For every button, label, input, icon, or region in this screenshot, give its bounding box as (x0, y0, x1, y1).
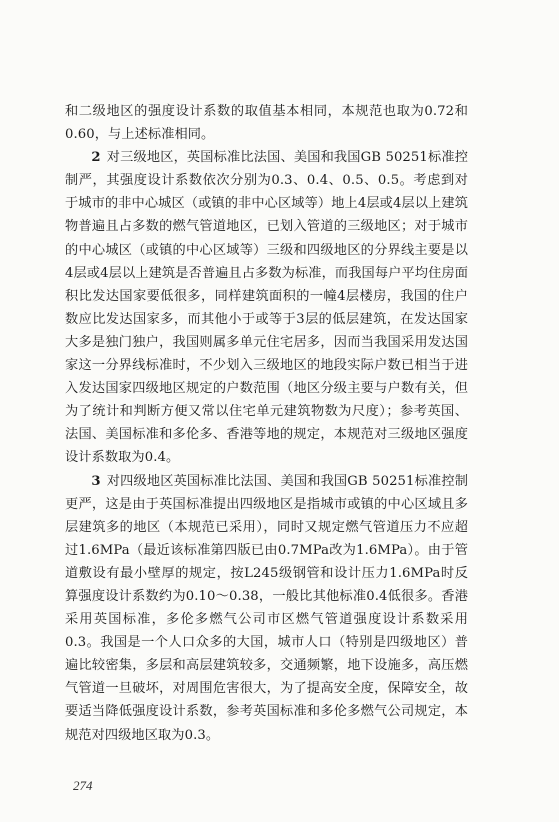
item-number: 2 (91, 150, 101, 166)
paragraph-text: 对三级地区，英国标准比法国、美国和我国GB 50251标准控制严，其强度设计系数依次分别为0.3、0.4、0.5、0.5。考虑到对于城市的非中心城区（或镇的非中心区域等）地上4层或4层以上建筑物普遍且占多数的燃气管道地区，已划入管道的三级地区；对于城市的中心城区（或镇的中心区域等）三级和四级地区的分界线主要是以4层或4层以上建筑是否普遍且占多数为标准，而我国每户平均住房面积比发达国家要低很多，同样建筑面积的一幢4层楼房，我国的住户数应比发达国家多，而其他小于或等于3层的低层建筑，在发达国家大多是独门独户，我国则属多单元住宅居多，因而当我国采用发达国家这一分界线标准时，不少划入三级地区的地段实际户数已相当于进入发达国家四级地区规定的户数范围（地区分级主要与户数有关，但为了统计和判断方便又常以住宅单元建筑物数为尺度）；参考英国、法国、美国标准和多伦多、香港等地的规定，本规范对三级地区强度设计系数取为0.4。 (65, 150, 468, 466)
paragraph-text: 对四级地区英国标准比法国、美国和我国GB 50251标准控制更严，这是由于英国标准提出四级地区是指城市或镇的中心区域且多层建筑多的地区（本规范已采用），同时又规定燃气管道压力不应超过1.6MPa（最近该标准第四版已由0.7MPa改为1.6MPa）。由于管道敷设有最小壁厚的规定，按L245级钢管和设计压力1.6MPa时反算强度设计系数约为0.10～0.38，一般比其他标准0.4低很多。香港采用英国标准，多伦多燃气公司市区燃气管道强度设计系数采用0.3。我国是一个人口众多的大国，城市人口（特别是四级地区）普遍比较密集，多层和高层建筑较多，交通频繁，地下设施多，高压燃气管道一旦破坏，对周围危害很大，为了提高安全度，保障安全，故要适当降低强度设计系数，参考英国标准和多伦多燃气公司规定，本规范对四级地区取为0.3。 (65, 473, 468, 743)
body-text (65, 100, 468, 747)
item-number: 3 (91, 473, 101, 489)
paragraph-continuation (65, 100, 468, 146)
paragraph-text: 和二级地区的强度设计系数的取值基本相同，本规范也取为0.72和0.60，与上述标准相同。 (65, 104, 468, 143)
page-number: 274 (73, 778, 93, 793)
paragraph-item-3 (65, 470, 468, 747)
paragraph-item-2 (65, 146, 468, 469)
